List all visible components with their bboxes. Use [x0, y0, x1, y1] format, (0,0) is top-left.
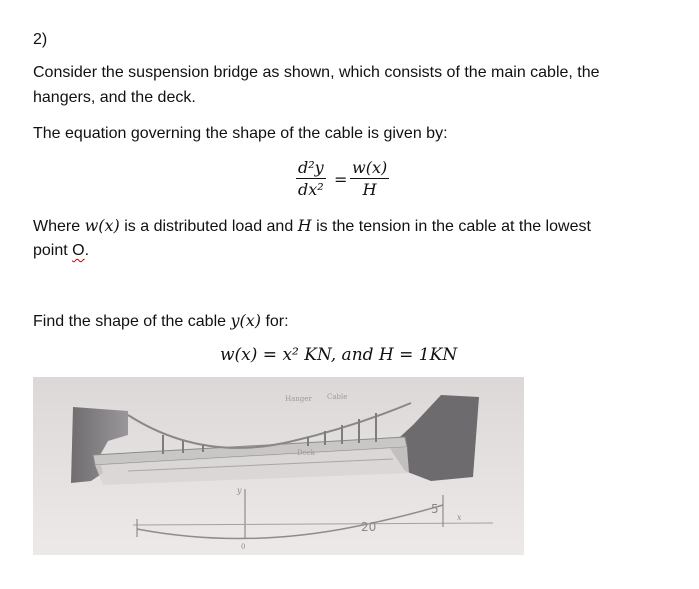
equation-intro: The equation governing the shape of the cable is given by:	[33, 125, 448, 142]
where-line2-prefix: point	[33, 242, 73, 259]
bridge-drawing	[33, 377, 524, 555]
where-h: H	[297, 216, 312, 235]
where-text-3: is the tension in the cable at the lowest	[311, 218, 591, 235]
label-cable: Cable	[327, 393, 348, 401]
label-twenty: 20	[361, 520, 377, 534]
find-y: y(x)	[230, 311, 262, 330]
equation-lhs-numerator: d²y	[298, 158, 324, 177]
bridge-figure	[33, 377, 524, 555]
point-o: O	[72, 242, 85, 259]
equation-rhs-numerator: w(x)	[352, 158, 388, 177]
intro-line-1: Consider the suspension bridge as shown, which consists of the main cable, the	[33, 64, 600, 81]
question-number: 2)	[33, 31, 48, 48]
label-zero: 0	[241, 543, 246, 551]
where-line-1	[33, 216, 591, 237]
intro-line-2: hangers, and the deck.	[33, 89, 196, 106]
where-text-2: is a distributed load and	[119, 218, 298, 235]
find-text-2: for:	[261, 313, 289, 330]
equation-rhs-denominator: H	[362, 180, 377, 199]
where-period: .	[84, 242, 90, 259]
find-text-1: Find the shape of the cable	[33, 313, 231, 330]
equation-rhs	[350, 158, 389, 199]
label-five: 5	[431, 502, 439, 516]
find-line	[33, 311, 289, 332]
equation-lhs	[296, 158, 326, 199]
label-y: y	[237, 486, 242, 495]
equation-equals: =	[334, 170, 348, 189]
label-deck: Deck	[297, 449, 315, 457]
where-w: w(x)	[84, 216, 120, 235]
label-hanger: Hanger	[285, 395, 312, 403]
where-line-2	[33, 241, 89, 261]
equation-lhs-denominator: dx²	[298, 180, 324, 199]
condition-equation: w(x) = x² KN, and H = 1KN	[220, 345, 458, 365]
where-text-1: Where	[33, 218, 85, 235]
label-x: x	[457, 513, 462, 522]
